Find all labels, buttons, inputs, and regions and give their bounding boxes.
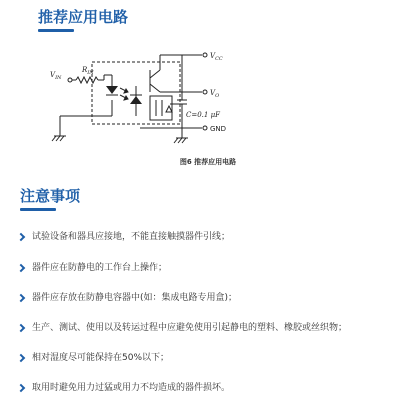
chevron-right-icon xyxy=(17,294,25,302)
note-text: 生产、测试、使用以及转运过程中应避免使用引起静电的塑料、橡胶或丝织物； xyxy=(32,323,348,333)
chevron-right-icon xyxy=(17,264,25,272)
note-text: 相对湿度尽可能保持在50%以下； xyxy=(32,353,170,363)
vin-label: $V_{IN}$ xyxy=(50,71,62,81)
vcc-label: $V_{CC}$ xyxy=(210,52,223,62)
list-item xyxy=(16,291,237,306)
output-ic-block xyxy=(150,96,172,120)
capacitor-label: C=0.1 μF xyxy=(186,111,220,119)
list-item xyxy=(16,321,347,336)
chevron-right-icon xyxy=(17,384,25,392)
chevron-right-icon xyxy=(17,354,25,362)
note-text: 试验设备和器具应接地，不能直接触摸器件引线； xyxy=(32,232,231,242)
vo-terminal xyxy=(203,90,207,94)
light-emission-arrows xyxy=(120,88,128,100)
rin-label: $R_{IN}$ xyxy=(82,66,94,76)
note-text: 器件应存放在防静电容器中(如：集成电路专用盒)； xyxy=(32,293,238,303)
note-text: 取用时避免用力过猛或用力不均造成的器件损坏。 xyxy=(32,383,231,393)
rin-resistor xyxy=(76,77,98,83)
notes-title-underline xyxy=(20,208,56,211)
list-item xyxy=(16,351,169,366)
figure-caption: 图6 推荐应用电路 xyxy=(179,158,237,166)
vin-terminal xyxy=(68,78,72,82)
vo-label: $V_O$ xyxy=(210,89,220,99)
chevron-right-icon xyxy=(17,324,25,332)
gnd-label: GND xyxy=(210,125,227,133)
photodiode-symbol xyxy=(130,96,142,104)
gnd-terminal xyxy=(203,126,207,130)
chevron-right-icon xyxy=(17,233,25,241)
notes-section-title: 注意事项 xyxy=(20,187,81,205)
vcc-terminal xyxy=(203,53,207,57)
list-item xyxy=(16,381,230,396)
input-led-symbol xyxy=(106,86,118,94)
application-circuit-diagram xyxy=(0,0,416,160)
circuit-section-title: 推荐应用电路 xyxy=(38,8,129,26)
note-text: 器件应在防静电的工作台上操作； xyxy=(32,263,168,273)
list-item xyxy=(16,261,167,276)
list-item xyxy=(16,230,230,245)
